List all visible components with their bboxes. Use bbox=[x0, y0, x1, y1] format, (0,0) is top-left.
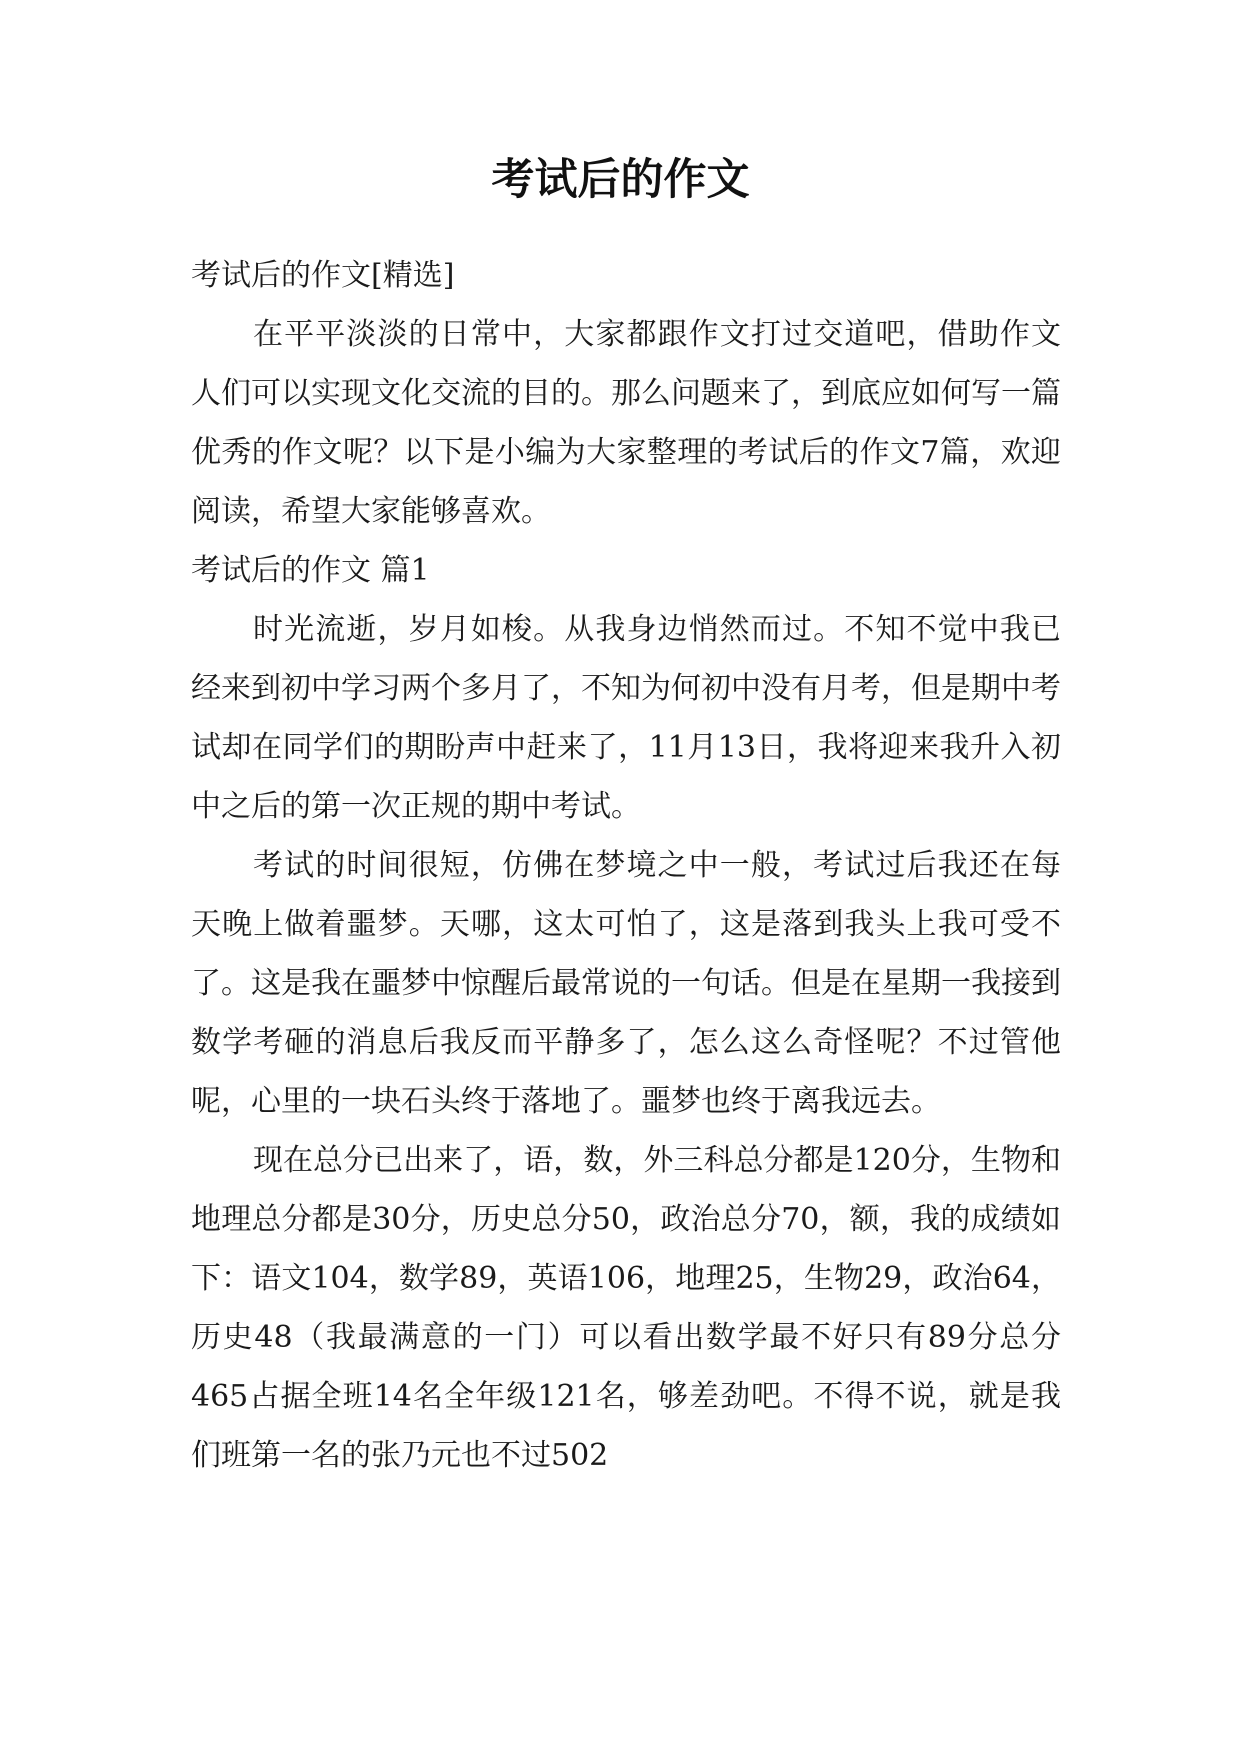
body-paragraph-3: 现在总分已出来了，语，数，外三科总分都是120分，生物和地理总分都是30分，历史总分50，政治总分70，额，我的成绩如下：语文104，数学89，英语106，地理25，生物29，政治64，历史48（我最满意的一门）可以看出数学最不好只有89分总分465占据全班14名全年级121名，够差劲吧。不得不说，就是我们班第一名的张乃元也不过502 bbox=[191, 1143, 1061, 1473]
intro-paragraph: 在平平淡淡的日常中，大家都跟作文打过交道吧，借助作文人们可以实现文化交流的目的。那么问题来了，到底应如何写一篇优秀的作文呢？以下是小编为大家整理的考试后的作文7篇，欢迎阅读，希望大家能够喜欢。 bbox=[191, 317, 1061, 529]
document-title: 考试后的作文 bbox=[491, 155, 750, 205]
section-heading: 考试后的作文 篇1 bbox=[191, 553, 430, 588]
document-subtitle: 考试后的作文[精选] bbox=[191, 258, 455, 293]
body-paragraph-1: 时光流逝，岁月如梭。从我身边悄然而过。不知不觉中我已经来到初中学习两个多月了，不知为何初中没有月考，但是期中考试却在同学们的期盼声中赶来了，11月13日，我将迎来我升入初中之后的第一次正规的期中考试。 bbox=[191, 612, 1061, 824]
document-body bbox=[191, 246, 1061, 1485]
body-paragraph-2: 考试的时间很短，仿佛在梦境之中一般，考试过后我还在每天晚上做着噩梦。天哪，这太可怕了，这是落到我头上我可受不了。这是我在噩梦中惊醒后最常说的一句话。但是在星期一我接到数学考砸的消息后我反而平静多了，怎么这么奇怪呢？不过管他呢，心里的一块石头终于落地了。噩梦也终于离我远去。 bbox=[191, 848, 1061, 1119]
